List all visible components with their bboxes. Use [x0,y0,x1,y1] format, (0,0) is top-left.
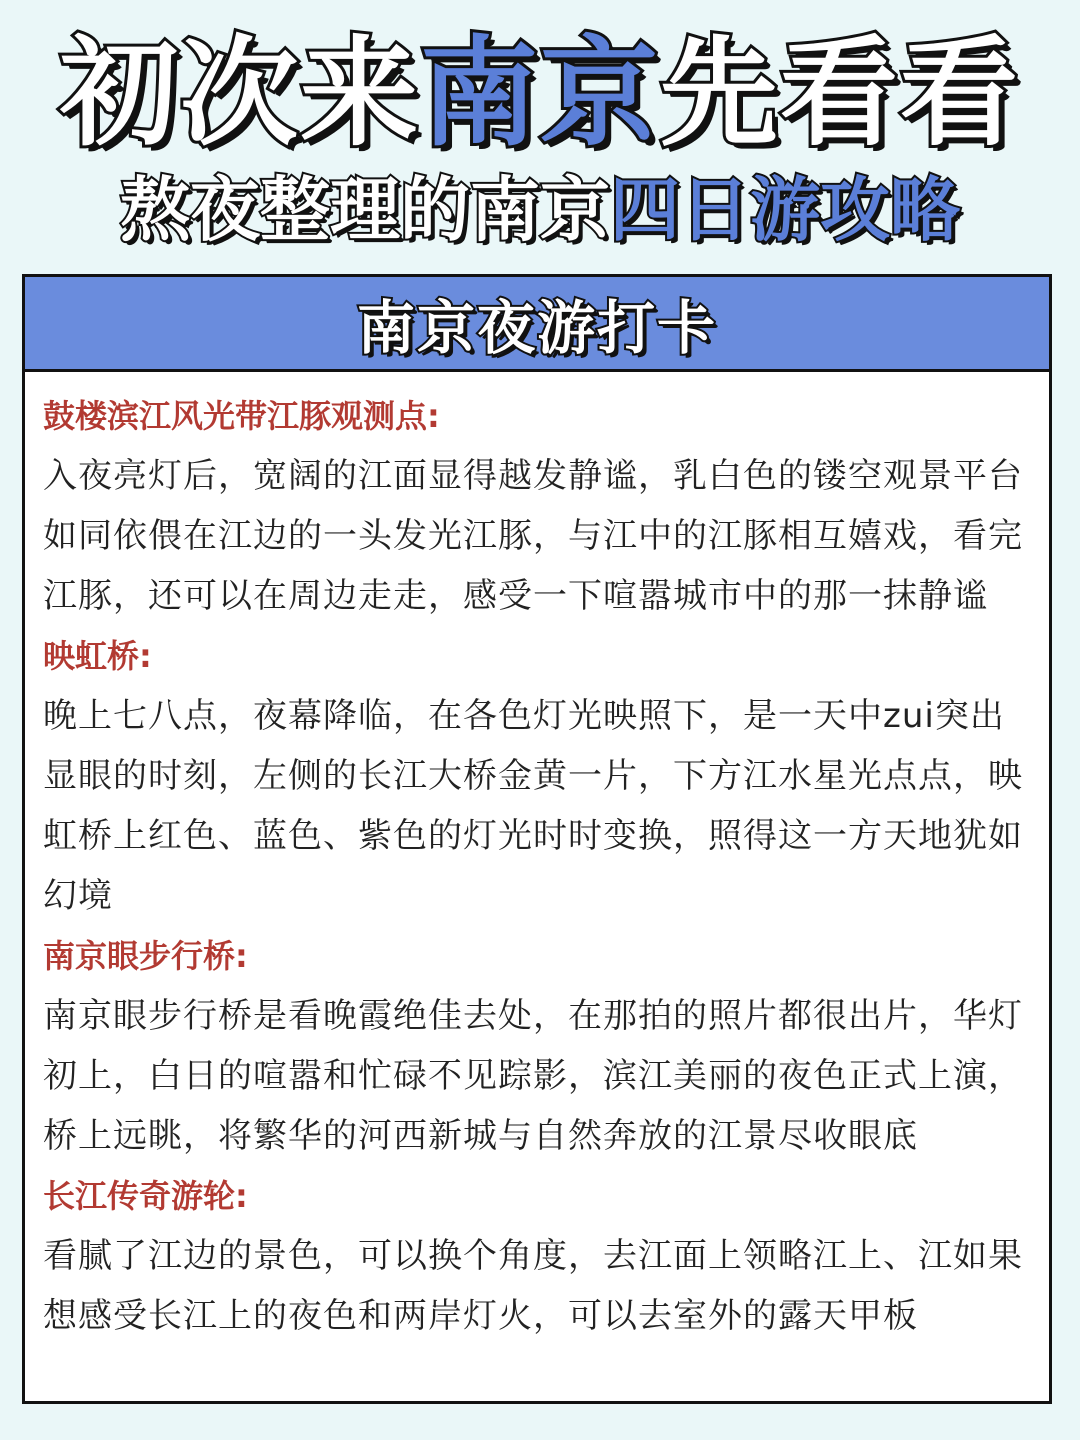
section-yinghong-bridge [43,626,1031,926]
section-yangtze-cruise [43,1166,1031,1346]
section-heading: 长江传奇游轮: [43,1177,248,1215]
section-text: 入夜亮灯后，宽阔的江面显得越发静谧，乳白色的镂空观景平台如同依偎在江边的一头发光江豚，与江中的江豚相互嬉戏，看完江豚，还可以在周边走走，感受一下喧嚣城市中的那一抹静谧 [43,456,1023,616]
card-header [25,277,1049,372]
title-part-2: 南京 [419,24,660,162]
card-body [25,372,1049,1346]
section-heading: 映虹桥: [43,637,152,675]
section-text: 看腻了江边的景色，可以换个角度，去江面上领略江上、江如果想感受长江上的夜色和两岸灯火，可以去室外的露天甲板 [43,1236,1023,1336]
section-gulou [43,386,1031,626]
title-block [0,18,1080,258]
card-header-title: 南京夜游打卡 [356,294,717,362]
title-part-3: 先看看 [660,24,1021,162]
section-heading: 南京眼步行桥: [43,937,248,975]
subtitle-part-2: 四日游攻略 [610,169,960,251]
section-text: 晚上七八点，夜幕降临，在各色灯光映照下，是一天中zui突出显眼的时刻，左侧的长江大桥金黄一片，下方江水星光点点，映虹桥上红色、蓝色、紫色的灯光时时变换，照得这一方天地犹如幻境 [43,696,1023,916]
section-nanjing-eye [43,926,1031,1166]
title-part-1: 初次来 [59,24,420,162]
content-card [22,274,1052,1404]
page-subtitle [0,162,1080,258]
subtitle-part-1: 熬夜整理的南京 [120,169,610,251]
section-text: 南京眼步行桥是看晚霞绝佳去处，在那拍的照片都很出片，华灯初上，白日的喧嚣和忙碌不见踪影，滨江美丽的夜色正式上演，桥上远眺，将繁华的河西新城与自然奔放的江景尽收眼底 [43,996,1023,1156]
section-heading: 鼓楼滨江风光带江豚观测点: [43,397,440,435]
page-title [0,18,1080,168]
